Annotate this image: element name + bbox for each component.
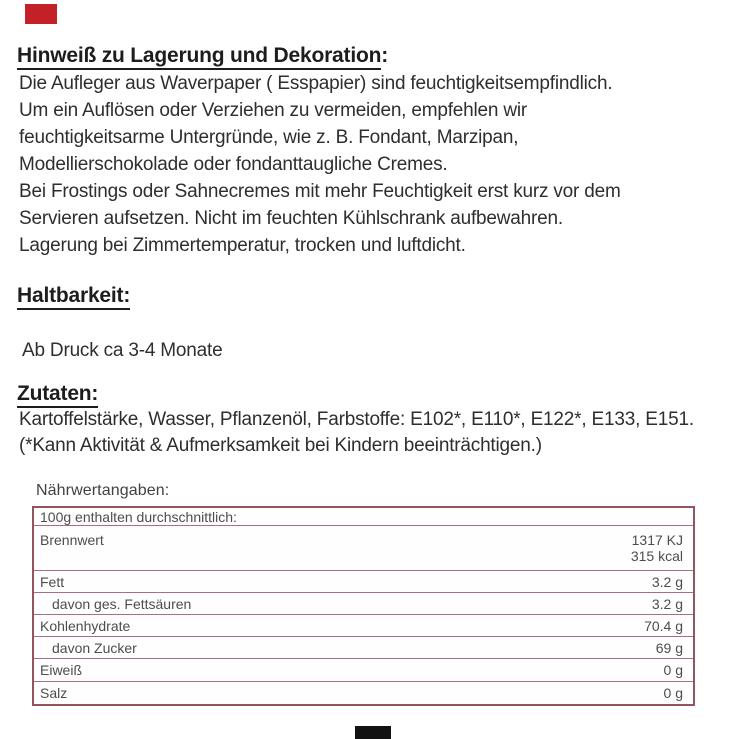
storage-paragraph: [19, 70, 621, 259]
carbohydrates-value: 70.4 g: [644, 617, 683, 634]
fat-label: Fett: [40, 573, 65, 590]
protein-label: Eiweiß: [40, 662, 83, 678]
protein-value: 0 g: [663, 662, 683, 678]
nutrition-row-sugar: [34, 636, 693, 658]
nutrition-row-salt: [34, 681, 693, 704]
ingredients-paragraph: [19, 407, 694, 459]
ingredients-line: (*Kann Aktivität & Aufmerksamkeit bei Kindern beeinträchtigen.): [19, 435, 542, 456]
fat-value: 3.2 g: [651, 573, 683, 590]
shelf-life-text: Ab Druck ca 3-4 Monate: [22, 340, 223, 361]
red-corner-mark: [25, 4, 57, 24]
storage-line: Um ein Auflösen oder Verziehen zu vermeiden, empfehlen wir: [19, 100, 528, 121]
ingredients-heading: [17, 382, 98, 406]
nutrition-row-energy: [34, 525, 693, 570]
nutrition-header-text: 100g enthalten durchschnittlich:: [40, 508, 237, 525]
storage-heading-colon: :: [381, 44, 389, 67]
storage-line: Lagerung bei Zimmertemperatur, trocken und luftdicht.: [19, 235, 466, 256]
storage-line: feuchtigkeitsarme Untergründe, wie z. B. Fondant, Marzipan,: [19, 127, 519, 148]
storage-line: Bei Frostings oder Sahnecremes mit mehr Feuchtigkeit erst kurz vor dem: [19, 181, 621, 202]
energy-label: Brennwert: [40, 532, 104, 548]
energy-values: [631, 526, 693, 564]
nutrition-row-carbohydrates: [34, 614, 693, 636]
shelf-life-heading-text: Haltbarkeit:: [17, 284, 130, 310]
carbohydrates-label: Kohlenhydrate: [40, 617, 131, 634]
nutrition-row-fat: [34, 570, 693, 592]
nutrition-facts-table: [32, 506, 695, 706]
black-bottom-mark: [355, 726, 391, 739]
energy-value-kj: 1317 KJ: [631, 532, 683, 548]
shelf-life-heading: [17, 284, 130, 308]
storage-line: Modellierschokolade oder fondanttaugliche Cremes.: [19, 154, 448, 175]
nutrition-facts-label: Nährwertangaben:: [36, 482, 170, 499]
ingredients-heading-text: Zutaten:: [17, 382, 98, 408]
salt-value: 0 g: [663, 685, 683, 701]
sugar-value: 69 g: [655, 639, 683, 656]
energy-value-kcal: 315 kcal: [630, 548, 683, 564]
storage-line: Die Aufleger aus Waverpaper ( Esspapier) sind feuchtigkeitsempfindlich.: [19, 73, 613, 94]
ingredients-line: Kartoffelstärke, Wasser, Pflanzenöl, Farbstoffe: E102*, E110*, E122*, E133, E151.: [19, 409, 694, 430]
saturated-fat-value: 3.2 g: [651, 595, 683, 612]
salt-label: Salz: [40, 685, 68, 701]
nutrition-row-protein: [34, 658, 693, 681]
sugar-label: davon Zucker: [52, 639, 137, 656]
storage-heading-text: Hinweiß zu Lagerung und Dekoration: [17, 44, 381, 70]
nutrition-row-saturated-fat: [34, 592, 693, 614]
saturated-fat-label: davon ges. Fettsäuren: [52, 595, 192, 612]
nutrition-header-row: [34, 508, 693, 525]
storage-line: Servieren aufsetzen. Nicht im feuchten Kühlschrank aufbewahren.: [19, 208, 563, 229]
storage-heading: [17, 44, 388, 68]
